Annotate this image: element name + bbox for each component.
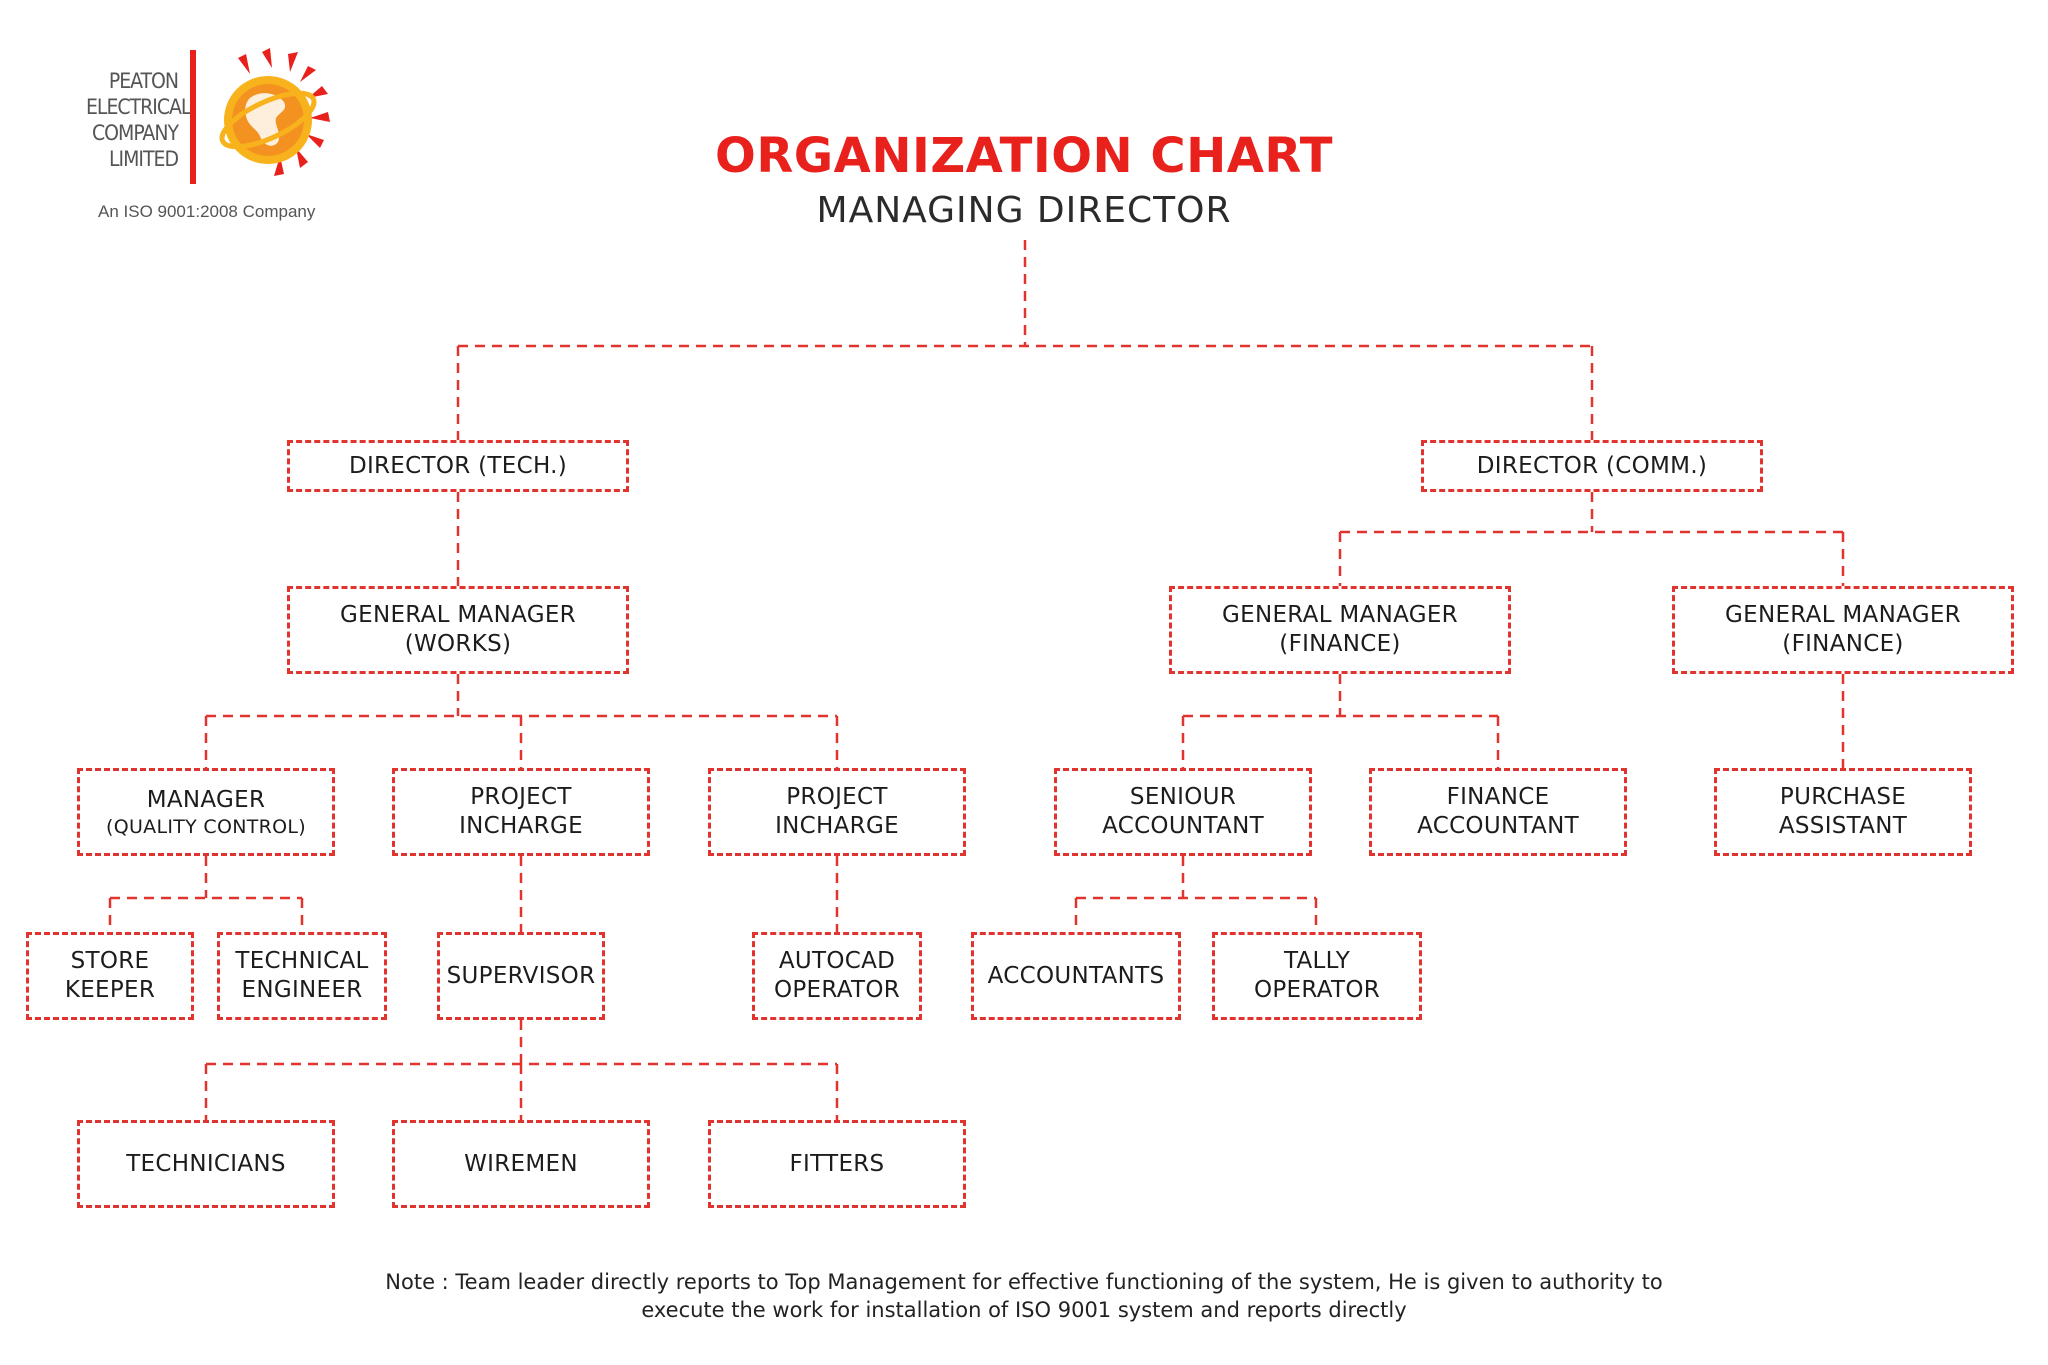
node-label: MANAGER (146, 786, 266, 813)
node-purchase-assistant (1714, 768, 1972, 856)
node-label: GENERAL MANAGER (340, 602, 576, 628)
node-label: INCHARGE (459, 813, 583, 839)
node-label: WIREMEN (464, 1150, 578, 1177)
node-label: OPERATOR (1253, 977, 1381, 1003)
node-gm-finance-1 (1169, 586, 1511, 674)
logo-line: LIMITED (109, 147, 178, 171)
node-manager-qc (77, 768, 335, 856)
node-sublabel: (QUALITY CONTROL) (105, 815, 306, 838)
node-gm-works (287, 586, 629, 674)
node-label: GENERAL MANAGER (1222, 602, 1458, 628)
node-label: PROJECT (470, 784, 572, 810)
node-label: (FINANCE) (1279, 631, 1401, 657)
node-label: DIRECTOR (TECH.) (348, 452, 568, 479)
node-label: ASSISTANT (1778, 813, 1908, 839)
node-label: GENERAL MANAGER (1725, 602, 1961, 628)
node-label: (FINANCE) (1782, 631, 1904, 657)
node-director-comm (1421, 440, 1763, 492)
node-label: KEEPER (64, 977, 156, 1003)
page-title: ORGANIZATION CHART (715, 128, 1333, 184)
footnote (0, 1268, 2048, 1324)
node-label: TECHNICIANS (126, 1150, 286, 1177)
node-label: ACCOUNTANTS (987, 962, 1165, 989)
node-director-tech (287, 440, 629, 492)
node-label: ACCOUNTANT (1102, 813, 1264, 839)
logo-line: PEATON (108, 69, 178, 93)
node-fitters (708, 1120, 966, 1208)
logo-line: COMPANY (91, 121, 178, 145)
node-wiremen (392, 1120, 650, 1208)
footnote-line: execute the work for installation of ISO 9001 system and reports directly (641, 1298, 1407, 1322)
node-label: ENGINEER (241, 977, 363, 1003)
node-label: TECHNICAL (235, 948, 369, 974)
logo-line: ELECTRICAL (86, 95, 191, 119)
node-label: PROJECT (786, 784, 888, 810)
node-label: FINANCE (1446, 784, 1550, 810)
node-label: AUTOCAD (778, 948, 896, 974)
node-accountants (971, 932, 1181, 1020)
node-label: FITTERS (789, 1150, 885, 1177)
node-technical-engineer (217, 932, 387, 1020)
node-gm-finance-2 (1672, 586, 2014, 674)
node-label: INCHARGE (775, 813, 899, 839)
footnote-line: Note : Team leader directly reports to Top Management for effective functioning of the system, He is given to authority to (385, 1270, 1663, 1294)
node-label: DIRECTOR (COMM.) (1476, 452, 1708, 479)
node-project-incharge-1 (392, 768, 650, 856)
node-label: PURCHASE (1779, 784, 1907, 810)
managing-director-label: MANAGING DIRECTOR (816, 190, 1232, 231)
node-label: ACCOUNTANT (1417, 813, 1579, 839)
node-label: OPERATOR (773, 977, 901, 1003)
node-senior-accountant (1054, 768, 1312, 856)
node-tally-operator (1212, 932, 1422, 1020)
node-label: TALLY (1283, 948, 1351, 974)
node-project-incharge-2 (708, 768, 966, 856)
node-label: SUPERVISOR (446, 962, 596, 989)
node-technicians (77, 1120, 335, 1208)
node-finance-accountant (1369, 768, 1627, 856)
node-autocad-operator (752, 932, 922, 1020)
node-label: (WORKS) (404, 631, 512, 657)
node-supervisor (437, 932, 605, 1020)
node-label: SENIOUR (1129, 784, 1237, 810)
node-label: STORE (70, 948, 150, 974)
logo-tagline: An ISO 9001:2008 Company (98, 202, 316, 221)
node-store-keeper (26, 932, 194, 1020)
